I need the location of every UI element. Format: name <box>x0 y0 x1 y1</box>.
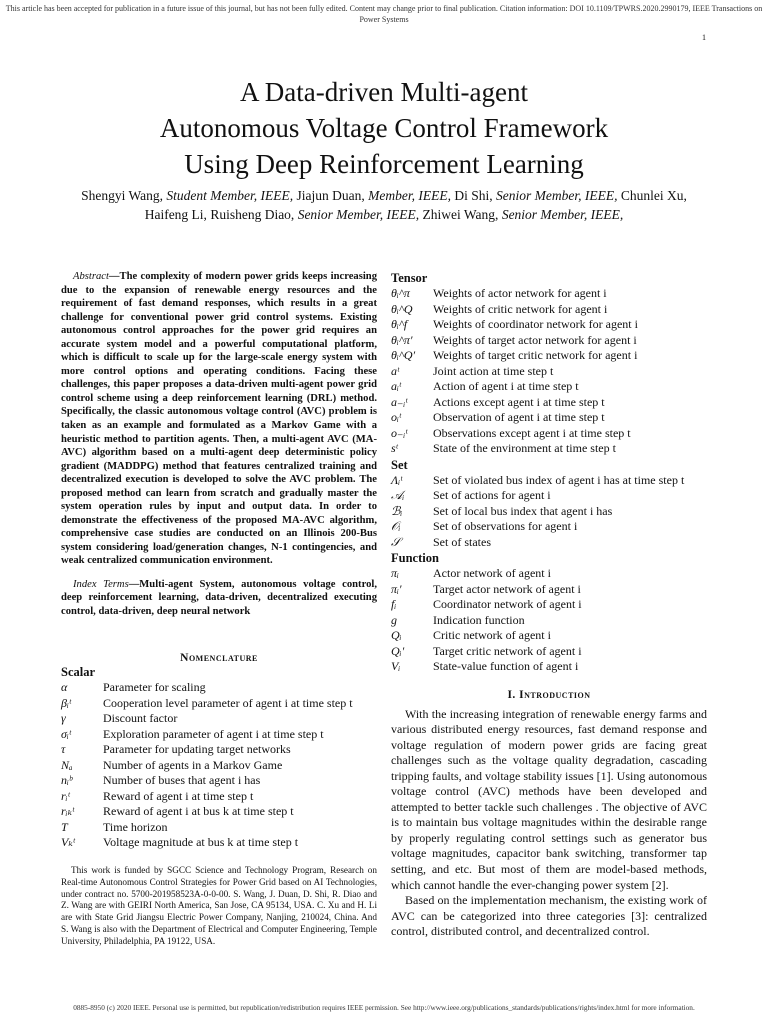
nomenclature-description: Set of violated bus index of agent i has at time step t <box>433 472 685 487</box>
tensor-list <box>391 286 707 457</box>
nomenclature-symbol: θᵢ^π′ <box>391 332 413 347</box>
nomenclature-row <box>61 758 377 774</box>
set-heading: Set <box>391 457 408 472</box>
author-name: Chunlei Xu, <box>620 188 687 203</box>
nomenclature-description: Set of observations for agent i <box>433 519 578 533</box>
author-name: Di Shi, <box>454 188 497 203</box>
nomenclature-description: Number of agents in a Markov Game <box>103 757 283 772</box>
nomenclature-symbol: fᵢ <box>391 597 397 611</box>
introduction-heading: I. Introduction <box>507 688 591 701</box>
author-role: Student Member, IEEE, <box>166 188 297 203</box>
funding-footnote: This work is funded by SGCC Science and Technology Program, Research on Real-time Autonomous Control Strategies for Power Grid based on AI Technologies, under contract no. 5700-201958523A-0-0-00. S. Wang, J. Duan, D. Shi, R. Diao and Z. Wang are with GEIRI North America, San Jose, CA 95134, USA. C. Xu and H. Li are with State Grid Jiangsu Electric Power Company, Nanjing, 210024, China. And S. Wang is also with the Department of Electrical and Computer Engineering, Temple University, Philadelphia, PA 19122, USA. <box>61 864 377 947</box>
nomenclature-symbol: γ <box>61 711 66 726</box>
nomenclature-symbol: Qᵢ′ <box>391 643 405 658</box>
author-name: Haifeng Li, <box>144 207 211 222</box>
abstract-label: Abstract <box>73 271 109 282</box>
nomenclature-description: Set of states <box>433 534 491 549</box>
abstract-text: —The complexity of modern power grids keeps increasing due to the expansion of renewable energy resources and the requirement of fast demand responses, which results in a great challenge for conventional power grid control systems. Existing autonomous control approaches for the power grid requires an accurate system model and a powerful computational platform, which is difficult to scale up for the large-scale energy system with more control options and operating conditions. Facing these challenges, this paper proposes a data-driven multi-agent power grid control scheme using a deep reinforcement learning (DRL) method. Specifically, the classic autonomous voltage control (AVC) problem is taken as an example and formulated as a Markov Game with a heuristic method to partition agents. Then, a multi-agent AVC (MA-AVC) algorithm based on a multi-agent deep deterministic policy gradient (MADDPG) method that features centralized training and decentralized execution is developed to solve the AVC problem. The proposed method can learn from scratch and gradually master the system operation rules by input and output data. In order to demonstrate the effectiveness of the proposed MA-AVC algorithm, comprehensive case studies are conducted on an Illinois 200-Bus system considering load/generation changes, N-1 contingencies, and weak centralized communication environment. <box>61 271 377 567</box>
nomenclature-symbol: aᵗ <box>391 363 400 378</box>
nomenclature-symbol: βᵢᵗ <box>61 695 71 710</box>
nomenclature-symbol: Nₐ <box>61 757 73 772</box>
author-name: Jiajun Duan, <box>296 188 369 203</box>
nomenclature-row <box>391 582 707 598</box>
nomenclature-description: Reward of agent i at bus k at time step t <box>103 804 294 819</box>
nomenclature-description: Action of agent i at time step t <box>433 379 579 393</box>
nomenclature-symbol: θᵢ^Q <box>391 301 413 316</box>
nomenclature-row <box>391 426 707 442</box>
journal-banner: This article has been accepted for publication in a future issue of this journal, but has not been fully edited. Content may change prior to final publication. Citation information: DOI 10.1109/TPWRS.2020.2990179, IEEE Transactions on Power Systems <box>5 4 763 24</box>
nomenclature-row <box>391 644 707 660</box>
copyright-notice: 0885-8950 (c) 2020 IEEE. Personal use is permitted, but republication/redistribution requires IEEE permission. See http://www.ieee.org/publications_standards/publications/rights/index.html for more information. <box>73 1003 695 1012</box>
nomenclature-description: Set of actions for agent i <box>433 488 551 502</box>
nomenclature-symbol: o₋ᵢᵗ <box>391 425 408 440</box>
author-name: Zhiwei Wang, <box>422 207 502 222</box>
nomenclature-description: Parameter for scaling <box>103 680 206 695</box>
nomenclature-description: Observations except agent i at time step t <box>433 425 631 440</box>
nomenclature-description: Joint action at time step t <box>433 363 554 378</box>
nomenclature-description: Reward of agent i at time step t <box>103 788 254 803</box>
nomenclature-symbol: τ <box>61 742 66 757</box>
nomenclature-symbol: rᵢᵗ <box>61 788 70 803</box>
nomenclature-description: Target actor network of agent i <box>433 581 581 596</box>
nomenclature-row <box>391 613 707 629</box>
author-name: Ruisheng Diao, <box>210 207 298 222</box>
nomenclature-description: Time horizon <box>103 819 168 834</box>
nomenclature-description: Actions except agent i at time step t <box>433 394 605 409</box>
nomenclature-row <box>391 473 707 489</box>
author-role: Senior Member, IEEE, <box>496 188 621 203</box>
nomenclature-row <box>391 364 707 380</box>
nomenclature-description: Discount factor <box>103 711 178 726</box>
nomenclature-description: Actor network of agent i <box>433 566 551 580</box>
intro-paragraph: With the increasing integration of renewable energy farms and various distributed energy resources, fast demand response and voltage regulation of modern power grids are facing great challenges such as the voltage quality degradation, cascading tripping faults, and voltage stability issues [1]. Using autonomous voltage control (AVC) methods have been developed and attempted to better tackle such challenges . The objective of AVC is to maintain bus voltage magnitudes within the desirable range by properly regulating control settings such as generator bus voltage magnitudes, capacitor bank switching, transformer tap setting, and etc. But most of them are model-based methods, which cannot handle the ever-changing power system [2]. <box>391 706 707 892</box>
nomenclature-symbol: θᵢ^Q′ <box>391 348 416 362</box>
nomenclature-row <box>391 333 707 349</box>
nomenclature-row <box>391 535 707 551</box>
nomenclature-row <box>391 504 707 520</box>
nomenclature-description: Indication function <box>433 612 525 627</box>
scalar-list <box>61 680 377 851</box>
nomenclature-description: Weights of coordinator network for agent i <box>433 317 638 331</box>
nomenclature-symbol: θᵢ^π <box>391 286 410 300</box>
nomenclature-description: Observation of agent i at time step t <box>433 410 605 424</box>
nomenclature-row <box>61 789 377 805</box>
nomenclature-row <box>391 659 707 675</box>
nomenclature-row <box>61 742 377 758</box>
title-line: A Data-driven Multi-agent <box>240 77 528 107</box>
function-list <box>391 566 707 675</box>
nomenclature-row <box>391 488 707 504</box>
nomenclature-row <box>391 566 707 582</box>
nomenclature-description: Number of buses that agent i has <box>103 773 261 788</box>
nomenclature-description: State of the environment at time step t <box>433 441 616 455</box>
nomenclature-row <box>61 711 377 727</box>
left-column <box>61 270 377 948</box>
nomenclature-description: Parameter for updating target networks <box>103 742 291 757</box>
nomenclature-row <box>391 628 707 644</box>
nomenclature-row <box>61 696 377 712</box>
nomenclature-row <box>391 597 707 613</box>
abstract <box>61 270 377 568</box>
nomenclature-symbol: 𝒜ᵢ <box>391 488 405 502</box>
nomenclature-symbol: aᵢᵗ <box>391 379 401 393</box>
nomenclature-row <box>61 804 377 820</box>
nomenclature-symbol: nᵢᵇ <box>61 773 73 788</box>
nomenclature-description: Cooperation level parameter of agent i at time step t <box>103 695 353 710</box>
nomenclature-row <box>391 317 707 333</box>
nomenclature-symbol: Vᵢ <box>391 659 401 673</box>
nomenclature-description: State-value function of agent i <box>433 659 579 673</box>
nomenclature-row <box>391 441 707 457</box>
nomenclature-symbol: Qᵢ <box>391 628 402 642</box>
nomenclature-description: Weights of critic network for agent i <box>433 301 608 316</box>
function-heading: Function <box>391 551 439 565</box>
nomenclature-symbol: ℬᵢ <box>391 503 403 518</box>
nomenclature-symbol: oᵢᵗ <box>391 410 401 424</box>
author-role: Senior Member, IEEE, <box>297 207 423 222</box>
nomenclature-description: Weights of target critic network for agent i <box>433 348 638 362</box>
nomenclature-symbol: σᵢᵗ <box>61 726 71 741</box>
nomenclature-row <box>61 680 377 696</box>
nomenclature-row <box>391 410 707 426</box>
nomenclature-symbol: θᵢ^f <box>391 317 408 331</box>
nomenclature-description: Set of local bus index that agent i has <box>433 503 613 518</box>
index-terms <box>61 578 377 618</box>
nomenclature-row <box>391 379 707 395</box>
nomenclature-row <box>391 286 707 302</box>
index-terms-text: —Multi-agent System, autonomous voltage control, deep reinforcement learning, data-driven, decentralized executing control, data-driven, deep neural network <box>61 579 377 617</box>
tensor-heading: Tensor <box>391 271 428 285</box>
nomenclature-symbol: Vₖᵗ <box>61 835 75 850</box>
nomenclature-row <box>391 348 707 364</box>
title-line: Autonomous Voltage Control Framework <box>159 113 609 143</box>
scalar-heading: Scalar <box>61 665 96 680</box>
nomenclature-row <box>61 835 377 851</box>
right-column <box>391 270 707 940</box>
nomenclature-heading: Nomenclature <box>180 652 258 665</box>
nomenclature-description: Exploration parameter of agent i at time step t <box>103 726 324 741</box>
nomenclature-symbol: πᵢ′ <box>391 581 402 596</box>
nomenclature-description: Target critic network of agent i <box>433 643 582 658</box>
nomenclature-row <box>61 820 377 836</box>
nomenclature-symbol: 𝒮 <box>391 534 401 549</box>
author-role: Member, IEEE, <box>368 188 455 203</box>
author-list <box>30 186 738 224</box>
set-list <box>391 473 707 551</box>
author-role: Senior Member, IEEE, <box>501 207 624 222</box>
nomenclature-symbol: rᵢₖᵗ <box>61 804 74 819</box>
index-terms-label: Index Terms <box>73 579 129 591</box>
nomenclature-description: Coordinator network of agent i <box>433 597 582 611</box>
paper-title <box>0 74 768 182</box>
nomenclature-symbol: a₋ᵢᵗ <box>391 394 408 409</box>
nomenclature-description: Weights of actor network for agent i <box>433 286 607 300</box>
nomenclature-symbol: 𝒪ᵢ <box>391 519 401 533</box>
nomenclature-row <box>391 519 707 535</box>
nomenclature-row <box>61 727 377 743</box>
nomenclature-description: Critic network of agent i <box>433 628 551 642</box>
nomenclature-symbol: Λᵢᵗ <box>391 472 403 487</box>
nomenclature-symbol: g <box>391 612 397 627</box>
nomenclature-description: Weights of target actor network for agent i <box>433 332 637 347</box>
nomenclature-symbol: πᵢ <box>391 566 399 580</box>
nomenclature-row <box>391 302 707 318</box>
nomenclature-symbol: T <box>61 819 68 834</box>
page-number: 1 <box>702 33 706 42</box>
intro-paragraph: Based on the implementation mechanism, the existing work of AVC can be categorized into three categories [3]: centralized control, distributed control, and decentralized control. <box>391 893 707 939</box>
nomenclature-symbol: α <box>61 680 68 695</box>
nomenclature-description: Voltage magnitude at bus k at time step t <box>103 835 299 850</box>
nomenclature-symbol: sᵗ <box>391 441 398 455</box>
nomenclature-row <box>61 773 377 789</box>
author-name: Shengyi Wang, <box>81 188 167 203</box>
title-line: Using Deep Reinforcement Learning <box>184 149 584 179</box>
nomenclature-row <box>391 395 707 411</box>
